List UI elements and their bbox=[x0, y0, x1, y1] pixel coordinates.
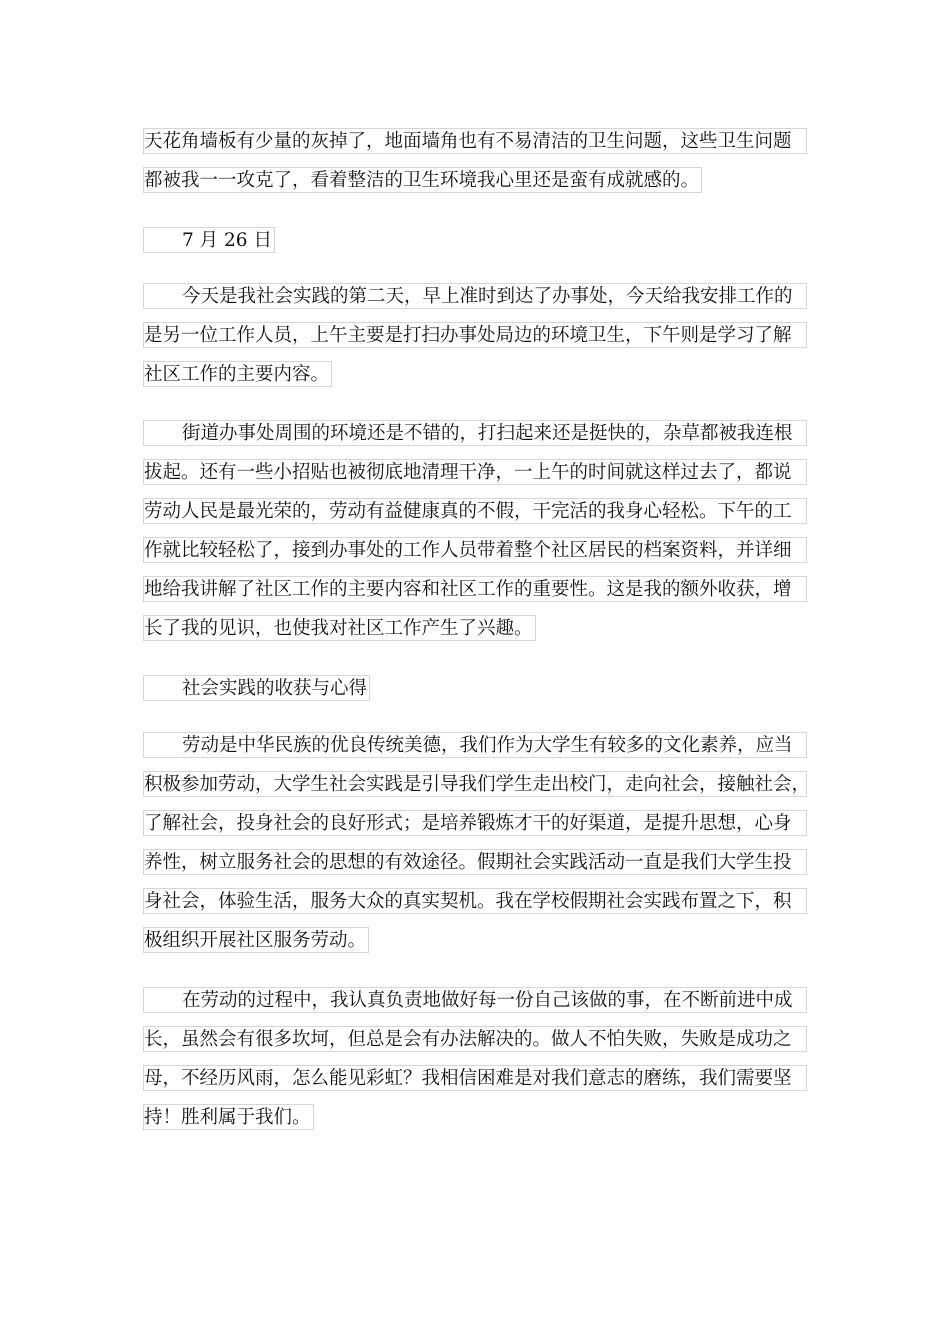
paragraph-perseverance bbox=[143, 980, 807, 1136]
text-line: 今天是我社会实践的第二天，早上准时到达了办事处，今天给我安排工作的 bbox=[143, 276, 807, 315]
paragraph-street-office bbox=[143, 413, 807, 647]
text-line: 长了我的见识，也使我对社区工作产生了兴趣。 bbox=[143, 608, 807, 647]
text-line: 劳动是中华民族的优良传统美德，我们作为大学生有较多的文化素养，应当 bbox=[143, 725, 807, 764]
text-line: 作就比较轻松了，接到办事处的工作人员带着整个社区居民的档案资料，并详细 bbox=[143, 530, 807, 569]
text-line: 拔起。还有一些小招贴也被彻底地清理干净，一上午的时间就这样过去了，都说 bbox=[143, 452, 807, 491]
paragraph-labor-virtue bbox=[143, 725, 811, 959]
text-line: 持！胜利属于我们。 bbox=[143, 1097, 807, 1136]
text-line: 7 月 26 日 bbox=[143, 220, 807, 259]
text-line: 社会实践的收获与心得 bbox=[143, 668, 807, 707]
date-heading bbox=[143, 220, 807, 259]
text-line: 积极参加劳动，大学生社会实践是引导我们学生走出校门，走向社会，接触社会， bbox=[143, 764, 807, 803]
text-line: 在劳动的过程中，我认真负责地做好每一份自己该做的事，在不断前进中成 bbox=[143, 980, 807, 1019]
paragraph-cleaning-summary bbox=[143, 121, 807, 199]
text-line: 天花角墙板有少量的灰掉了，地面墙角也有不易清洁的卫生问题，这些卫生问题 bbox=[143, 121, 807, 160]
text-line: 社区工作的主要内容。 bbox=[143, 354, 807, 393]
text-line: 是另一位工作人员，上午主要是打扫办事处局边的环境卫生，下午则是学习了解 bbox=[143, 315, 807, 354]
text-line: 长，虽然会有很多坎坷，但总是会有办法解决的。做人不怕失败，失败是成功之 bbox=[143, 1019, 807, 1058]
text-line: 了解社会，投身社会的良好形式；是培养锻炼才干的好渠道，是提升思想，心身 bbox=[143, 803, 807, 842]
text-line: 街道办事处周围的环境还是不错的，打扫起来还是挺快的，杂草都被我连根 bbox=[143, 413, 807, 452]
text-line: 身社会，体验生活，服务大众的真实契机。我在学校假期社会实践布置之下，积 bbox=[143, 881, 807, 920]
section-heading bbox=[143, 668, 807, 707]
text-line: 母，不经历风雨，怎么能见彩虹？我相信困难是对我们意志的磨练，我们需要坚 bbox=[143, 1058, 807, 1097]
text-line: 极组织开展社区服务劳动。 bbox=[143, 920, 807, 959]
text-line: 地给我讲解了社区工作的主要内容和社区工作的重要性。这是我的额外收获，增 bbox=[143, 569, 807, 608]
text-line: 养性，树立服务社会的思想的有效途径。假期社会实践活动一直是我们大学生投 bbox=[143, 842, 807, 881]
text-line: 劳动人民是最光荣的，劳动有益健康真的不假，干完活的我身心轻松。下午的工 bbox=[143, 491, 807, 530]
text-line: 都被我一一攻克了，看着整洁的卫生环境我心里还是蛮有成就感的。 bbox=[143, 160, 807, 199]
paragraph-second-day bbox=[143, 276, 807, 393]
